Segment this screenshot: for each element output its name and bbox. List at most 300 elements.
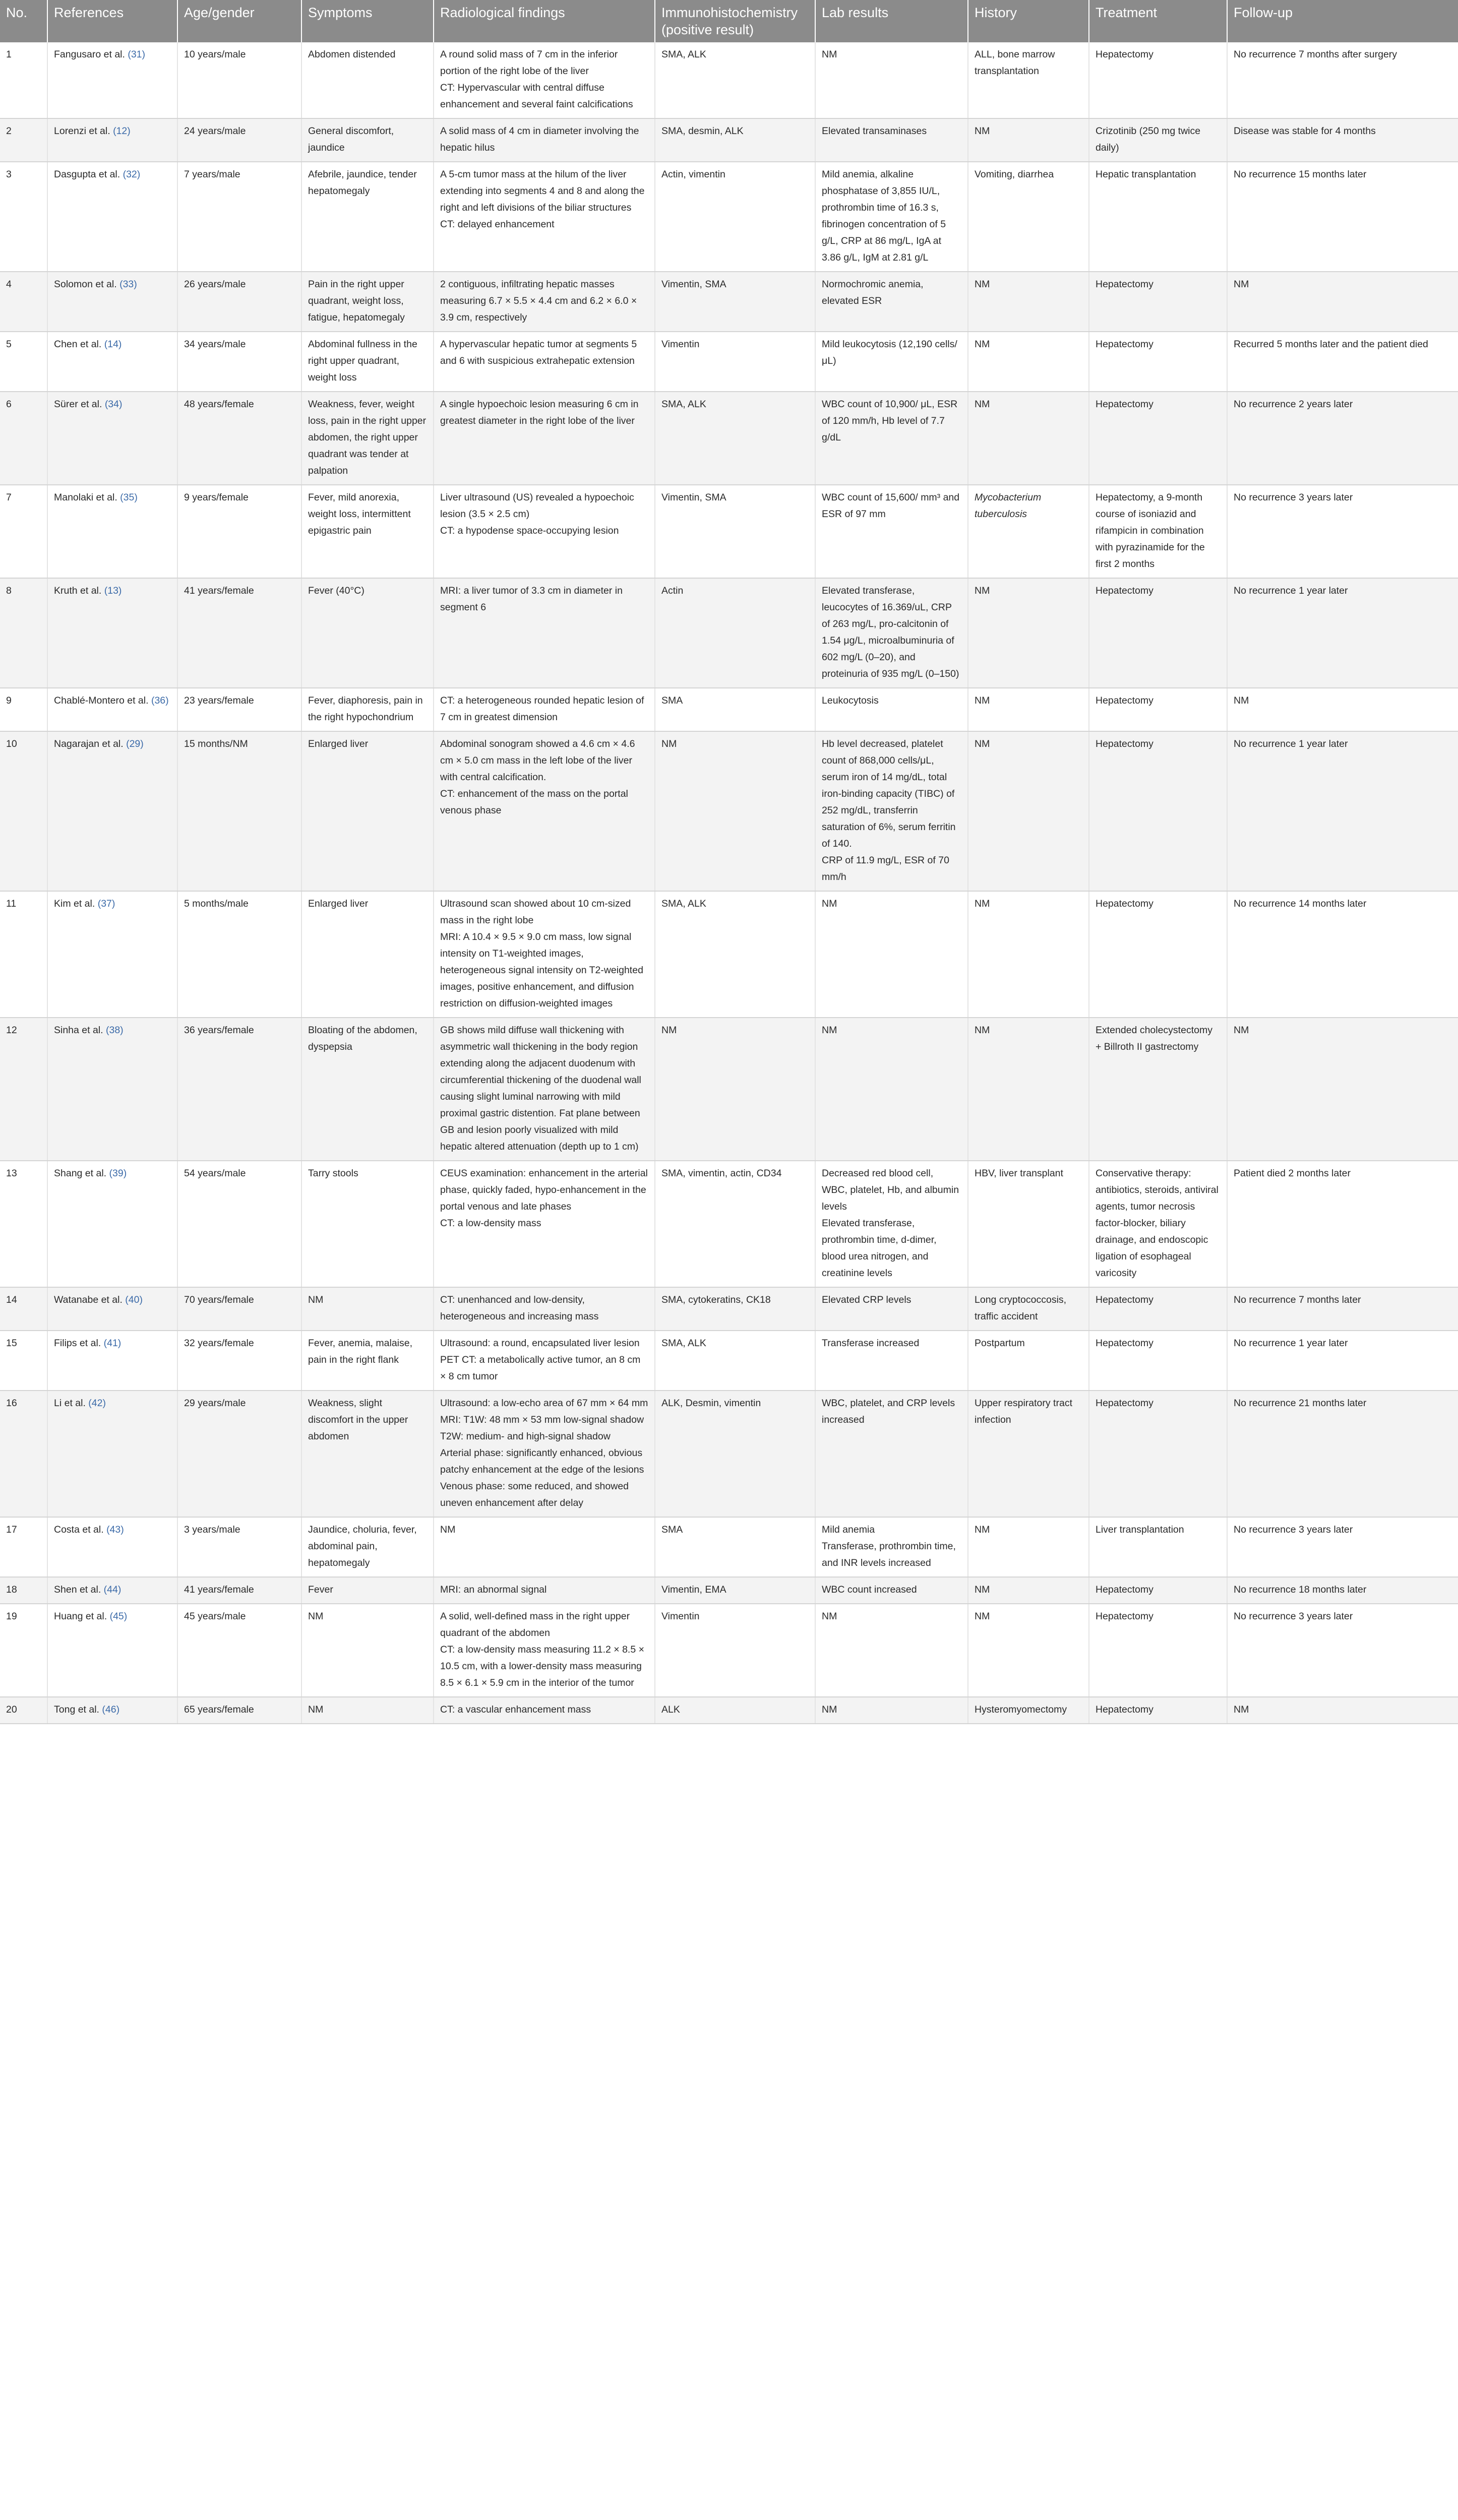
reference-author: Solomon et al. [54,279,117,290]
history-cell-text: Upper respiratory tract infection [975,1398,1072,1425]
symptoms-cell-text: Pain in the right upper quadrant, weight loss, fatigue, hepatomegaly [308,279,405,323]
table-row [0,891,1458,1018]
follow-up-cell [1227,688,1458,731]
treatment-cell [1089,42,1227,118]
history-cell-text: NM [975,1524,990,1535]
age-gender-cell-text: 36 years/female [184,1025,254,1036]
follow-up-cell-text: No recurrence 14 months later [1234,898,1367,909]
age-gender-cell-text: 29 years/male [184,1398,246,1409]
row-number [0,1287,47,1331]
ihc-cell [655,1161,815,1287]
reference-author: Li et al. [54,1398,86,1409]
radiological-cell-line: T2W: medium- and high-signal shadow [440,1431,611,1442]
table-row [0,118,1458,162]
reference-link[interactable]: (42) [88,1398,106,1409]
table-row [0,1391,1458,1517]
follow-up-cell-text: No recurrence 2 years later [1234,399,1353,410]
symptoms-cell [301,332,434,392]
radiological-cell [434,1604,655,1697]
symptoms-cell [301,731,434,891]
age-gender-cell [177,731,301,891]
reference-cell [47,731,177,891]
age-gender-cell-text: 5 months/male [184,898,249,909]
table-body [0,42,1458,1724]
row-number [0,1517,47,1577]
row-number-text: 7 [6,492,12,503]
age-gender-cell [177,162,301,272]
age-gender-cell-text: 34 years/male [184,339,246,350]
table-row [0,272,1458,332]
radiological-cell-line: Ultrasound: a low-echo area of 67 mm × 64 mm [440,1398,648,1409]
row-number [0,332,47,392]
symptoms-cell-text: Abdomen distended [308,49,396,60]
reference-cell [47,1161,177,1287]
ihc-cell-text: Vimentin, EMA [661,1584,726,1595]
age-gender-cell-text: 7 years/male [184,169,240,180]
history-cell [968,1517,1089,1577]
lab-results-cell-text: Transferase increased [822,1338,920,1349]
symptoms-cell [301,1391,434,1517]
radiological-cell-text: GB shows mild diffuse wall thickening with asymmetric wall thickening in the body region extending along the adjacent duodenum with circumferential thickening of the duodenal wall causing slight luminal narrowing with mild proximal gastric distention. Fat plane between GB and lesion poorly visualized with mild hepatic altered attenuation (depth up to 1 cm) [440,1025,641,1152]
radiological-cell [434,392,655,485]
reference-author: Manolaki et al. [54,492,117,503]
symptoms-cell [301,118,434,162]
reference-cell [47,1577,177,1604]
history-cell-text: Long cryptococcosis, traffic accident [975,1294,1067,1322]
table-row [0,1604,1458,1697]
reference-link[interactable]: (32) [123,169,141,180]
radiological-cell-line: Ultrasound scan showed about 10 cm-sized mass in the right lobe [440,898,631,926]
follow-up-cell-text: No recurrence 3 years later [1234,1524,1353,1535]
follow-up-cell [1227,578,1458,688]
treatment-cell [1089,1577,1227,1604]
symptoms-cell [301,688,434,731]
row-number-text: 15 [6,1338,17,1349]
lab-results-cell [815,731,968,891]
reference-link[interactable]: (13) [104,585,122,596]
lab-results-cell-text: WBC count of 15,600/ mm³ and ESR of 97 mm [822,492,960,520]
history-cell-text: Vomiting, diarrhea [975,169,1054,180]
lab-results-cell [815,272,968,332]
ihc-cell-text: SMA [661,695,683,706]
reference-cell [47,118,177,162]
follow-up-cell [1227,1391,1458,1517]
history-cell [968,891,1089,1018]
age-gender-cell-text: 45 years/male [184,1611,246,1622]
treatment-cell-text: Hepatectomy [1096,1398,1153,1409]
reference-link[interactable]: (34) [104,399,123,410]
follow-up-cell [1227,42,1458,118]
radiological-cell [434,1331,655,1391]
table-row [0,1161,1458,1287]
age-gender-cell [177,1604,301,1697]
radiological-cell-text: CT: unenhanced and low-density, heterogeneous and increasing mass [440,1294,599,1322]
ihc-cell-text: SMA, ALK [661,1338,706,1349]
follow-up-cell-text: NM [1234,279,1249,290]
column-header: Radiological findings [434,0,655,42]
ihc-cell [655,688,815,731]
follow-up-cell [1227,1697,1458,1724]
row-number-text: 2 [6,125,12,137]
symptoms-cell-text: Fever [308,1584,333,1595]
symptoms-cell [301,485,434,578]
treatment-cell [1089,1161,1227,1287]
treatment-cell [1089,578,1227,688]
history-cell [968,1604,1089,1697]
ihc-cell-text: Vimentin [661,1611,700,1622]
follow-up-cell-text: No recurrence 18 months later [1234,1584,1367,1595]
reference-link[interactable]: (14) [104,339,122,350]
symptoms-cell [301,1517,434,1577]
reference-cell [47,1604,177,1697]
ihc-cell [655,1604,815,1697]
age-gender-cell [177,891,301,1018]
symptoms-cell-text: Fever, anemia, malaise, pain in the right flank [308,1338,413,1365]
radiological-cell-line: CT: enhancement of the mass on the portal venous phase [440,788,628,816]
age-gender-cell-text: 32 years/female [184,1338,254,1349]
reference-cell [47,332,177,392]
row-number [0,891,47,1018]
history-cell-text: NM [975,279,990,290]
age-gender-cell [177,485,301,578]
row-number [0,1331,47,1391]
reference-link[interactable]: (37) [97,898,115,909]
reference-author: Tong et al. [54,1704,99,1715]
history-cell [968,1161,1089,1287]
history-cell [968,162,1089,272]
age-gender-cell-text: 41 years/female [184,585,254,596]
lab-results-cell-line: Hb level decreased, platelet count of 868,000 cells/μL, serum iron of 14 mg/dL, total iron-binding capacity (TIBC) of 252 mg/dL, transferrin saturation of 6%, serum ferritin of 140. [822,738,956,849]
ihc-cell [655,1331,815,1391]
symptoms-cell-text: Fever (40°C) [308,585,364,596]
follow-up-cell-text: No recurrence 15 months later [1234,169,1367,180]
lab-results-cell-line: Transferase, prothrombin time, and INR levels increased [822,1541,956,1568]
history-cell-text: ALL, bone marrow transplantation [975,49,1055,77]
ihc-cell-text: Vimentin, SMA [661,279,726,290]
row-number [0,731,47,891]
table-row [0,162,1458,272]
history-cell [968,578,1089,688]
follow-up-cell-text: NM [1234,695,1249,706]
treatment-cell [1089,1517,1227,1577]
table-row [0,688,1458,731]
age-gender-cell-text: 15 months/NM [184,738,248,749]
reference-cell [47,1287,177,1331]
treatment-cell-text: Hepatectomy [1096,1611,1153,1622]
radiological-cell-text: A solid mass of 4 cm in diameter involving the hepatic hilus [440,125,639,153]
row-number-text: 10 [6,738,17,749]
reference-link[interactable]: (35) [120,492,138,503]
radiological-cell [434,1391,655,1517]
lab-results-cell-text: NM [822,1611,837,1622]
history-cell-text: HBV, liver transplant [975,1168,1063,1179]
symptoms-cell [301,162,434,272]
radiological-cell-text: MRI: a liver tumor of 3.3 cm in diameter in segment 6 [440,585,623,613]
reference-author: Chen et al. [54,339,102,350]
ihc-cell-text: NM [661,1025,677,1036]
treatment-cell-text: Hepatectomy [1096,695,1153,706]
age-gender-cell-text: 70 years/female [184,1294,254,1305]
reference-cell [47,688,177,731]
radiological-cell-line: CT: a low-density mass measuring 11.2 × 8.5 × 10.5 cm, with a lower-density mass measuring 8.5 × 6.1 × 5.9 cm in the interior of the tumor [440,1644,644,1688]
lab-results-cell [815,1517,968,1577]
age-gender-cell [177,1577,301,1604]
radiological-cell-text: A hypervascular hepatic tumor at segments 5 and 6 with suspicious extrahepatic extension [440,339,637,366]
lab-results-cell [815,162,968,272]
reference-link[interactable]: (29) [126,738,144,749]
radiological-cell-line: Arterial phase: significantly enhanced, obvious patchy enhancement at the edge of the lesions [440,1447,644,1475]
treatment-cell-text: Hepatectomy [1096,1704,1153,1715]
reference-link[interactable]: (39) [109,1168,127,1179]
radiological-cell [434,1018,655,1161]
treatment-cell [1089,332,1227,392]
row-number-text: 1 [6,49,12,60]
ihc-cell [655,332,815,392]
treatment-cell [1089,731,1227,891]
follow-up-cell [1227,1018,1458,1161]
column-header: Age/gender [177,0,301,42]
radiological-cell-line: Venous phase: some reduced, and showed uneven enhancement after delay [440,1481,629,1508]
age-gender-cell-text: 10 years/male [184,49,246,60]
row-number-text: 5 [6,339,12,350]
age-gender-cell-text: 54 years/male [184,1168,246,1179]
symptoms-cell-text: NM [308,1611,324,1622]
row-number [0,485,47,578]
age-gender-cell [177,42,301,118]
treatment-cell-text: Hepatic transplantation [1096,169,1196,180]
row-number [0,1697,47,1724]
treatment-cell [1089,118,1227,162]
radiological-cell-line: A solid, well-defined mass in the right upper quadrant of the abdomen [440,1611,630,1639]
treatment-cell-text: Hepatectomy [1096,339,1153,350]
ihc-cell [655,578,815,688]
reference-link[interactable]: (38) [106,1025,124,1036]
lab-results-cell-line: Mild anemia [822,1524,875,1535]
follow-up-cell [1227,1577,1458,1604]
treatment-cell [1089,1604,1227,1697]
ihc-cell [655,162,815,272]
reference-cell [47,1331,177,1391]
reference-cell [47,1391,177,1517]
ihc-cell [655,118,815,162]
ihc-cell [655,1697,815,1724]
follow-up-cell-text: NM [1234,1704,1249,1715]
symptoms-cell [301,578,434,688]
symptoms-cell-text: Weakness, slight discomfort in the upper abdomen [308,1398,408,1442]
age-gender-cell [177,1391,301,1517]
ihc-cell-text: Vimentin, SMA [661,492,726,503]
radiological-cell-line: A round solid mass of 7 cm in the inferior portion of the right lobe of the liver [440,49,618,77]
history-cell-text: NM [975,695,990,706]
table-row [0,485,1458,578]
history-cell [968,42,1089,118]
row-number [0,118,47,162]
follow-up-cell [1227,1161,1458,1287]
table-row [0,1517,1458,1577]
reference-author: Costa et al. [54,1524,104,1535]
column-header: No. [0,0,47,42]
reference-link[interactable]: (31) [128,49,146,60]
history-cell-text: NM [975,1611,990,1622]
reference-link[interactable]: (44) [103,1584,122,1595]
history-cell-text: NM [975,898,990,909]
follow-up-cell-text: Patient died 2 months later [1234,1168,1351,1179]
ihc-cell-text: Vimentin [661,339,700,350]
row-number-text: 16 [6,1398,17,1409]
lab-results-cell-line: Elevated transferase, prothrombin time, d-dimer, blood urea nitrogen, and creatinine levels [822,1218,937,1279]
lab-results-cell [815,42,968,118]
follow-up-cell [1227,485,1458,578]
reference-cell [47,162,177,272]
age-gender-cell [177,1331,301,1391]
treatment-cell [1089,1287,1227,1331]
symptoms-cell-text: Jaundice, choluria, fever, abdominal pain, hepatomegaly [308,1524,417,1568]
follow-up-cell [1227,332,1458,392]
lab-results-cell-text: Leukocytosis [822,695,879,706]
ihc-cell [655,891,815,1018]
reference-author: Lorenzi et al. [54,125,110,137]
table-row [0,1697,1458,1724]
age-gender-cell-text: 41 years/female [184,1584,254,1595]
symptoms-cell-text: NM [308,1294,324,1305]
treatment-cell-text: Hepatectomy [1096,585,1153,596]
row-number-text: 6 [6,399,12,410]
table-row [0,1331,1458,1391]
treatment-cell [1089,1018,1227,1161]
reference-cell [47,1517,177,1577]
radiological-cell-text: MRI: an abnormal signal [440,1584,547,1595]
radiological-cell-line: Abdominal sonogram showed a 4.6 cm × 4.6 cm × 5.0 cm mass in the left lobe of the liver with central calcification. [440,738,635,783]
follow-up-cell [1227,1331,1458,1391]
lab-results-cell-line: CRP of 11.9 mg/L, ESR of 70 mm/h [822,855,949,883]
radiological-cell-line: CT: Hypervascular with central diffuse enhancement and several faint calcifications [440,82,633,110]
lab-results-cell [815,891,968,1018]
ihc-cell-text: SMA, cytokeratins, CK18 [661,1294,771,1305]
reference-link[interactable]: (40) [125,1294,143,1305]
reference-link[interactable]: (43) [106,1524,124,1535]
reference-link[interactable]: (33) [119,279,137,290]
ihc-cell-text: SMA, vimentin, actin, CD34 [661,1168,782,1179]
age-gender-cell [177,1697,301,1724]
treatment-cell-text: Hepatectomy [1096,1294,1153,1305]
treatment-cell-text: Hepatectomy [1096,49,1153,60]
age-gender-cell [177,578,301,688]
row-number-text: 20 [6,1704,17,1715]
lab-results-cell-text: WBC count of 10,900/ μL, ESR of 120 mm/h, Hb level of 7.7 g/dL [822,399,958,443]
reference-link[interactable]: (41) [103,1338,122,1349]
reference-cell [47,272,177,332]
reference-author: Shen et al. [54,1584,101,1595]
history-cell [968,1577,1089,1604]
symptoms-cell [301,1697,434,1724]
lab-results-cell-text: Elevated transferase, leucocytes of 16.369/uL, CRP of 263 mg/L, pro-calcitonin of 1.54 μg/L, microalbuminuria of 602 mg/L (0–20), and proteinuria of 935 mg/L (0–150) [822,585,959,679]
symptoms-cell [301,1331,434,1391]
follow-up-cell-text: No recurrence 1 year later [1234,738,1348,749]
lab-results-cell-text: Mild anemia, alkaline phosphatase of 3,855 IU/L, prothrombin time of 16.3 s, fibrinogen concentration of 5 g/L, CRP at 86 mg/L, IgA at 3.86 g/L, IgM at 2.81 g/L [822,169,946,263]
treatment-cell [1089,392,1227,485]
age-gender-cell-text: 9 years/female [184,492,249,503]
ihc-cell [655,272,815,332]
table-row [0,578,1458,688]
reference-author: Kim et al. [54,898,95,909]
history-cell-text: NM [975,125,990,137]
radiological-cell-line: CT: delayed enhancement [440,219,555,230]
row-number [0,42,47,118]
history-cell-text: NM [975,399,990,410]
reference-link[interactable]: (12) [113,125,131,137]
symptoms-cell [301,392,434,485]
radiological-cell [434,162,655,272]
reference-author: Nagarajan et al. [54,738,124,749]
reference-link[interactable]: (46) [102,1704,120,1715]
history-cell-text: Mycobacterium tuberculosis [975,492,1042,520]
reference-cell [47,392,177,485]
reference-author: Watanabe et al. [54,1294,123,1305]
radiological-cell [434,118,655,162]
lab-results-cell-text: WBC count increased [822,1584,917,1595]
ihc-cell [655,1391,815,1517]
age-gender-cell [177,1018,301,1161]
lab-results-cell [815,688,968,731]
symptoms-cell [301,891,434,1018]
treatment-cell-text: Hepatectomy [1096,898,1153,909]
row-number [0,272,47,332]
reference-author: Kruth et al. [54,585,102,596]
symptoms-cell-text: Tarry stools [308,1168,358,1179]
row-number [0,578,47,688]
history-cell-text: NM [975,585,990,596]
row-number [0,1391,47,1517]
radiological-cell-text: 2 contiguous, infiltrating hepatic masses measuring 6.7 × 5.5 × 4.4 cm and 6.2 × 6.0 × 3.9 cm, respectively [440,279,637,323]
symptoms-cell [301,1018,434,1161]
ihc-cell [655,392,815,485]
age-gender-cell [177,272,301,332]
reference-author: Sinha et al. [54,1025,103,1036]
radiological-cell-line: CEUS examination: enhancement in the arterial phase, quickly faded, hypo-enhancement in the portal venous and late phases [440,1168,648,1212]
treatment-cell [1089,1331,1227,1391]
lab-results-cell-text: Normochromic anemia, elevated ESR [822,279,924,306]
reference-link[interactable]: (45) [109,1611,128,1622]
table-row [0,1577,1458,1604]
radiological-cell [434,1287,655,1331]
lab-results-cell [815,1577,968,1604]
ihc-cell [655,731,815,891]
reference-author: Filips et al. [54,1338,101,1349]
symptoms-cell [301,42,434,118]
ihc-cell-text: Actin, vimentin [661,169,725,180]
column-header: Lab results [815,0,968,42]
reference-link[interactable]: (36) [151,695,169,706]
lab-results-cell-text: WBC, platelet, and CRP levels increased [822,1398,955,1425]
age-gender-cell-text: 3 years/male [184,1524,240,1535]
row-number [0,162,47,272]
radiological-cell [434,731,655,891]
treatment-cell-text: Hepatectomy, a 9-month course of isoniazid and rifampicin in combination with pyrazinamide for the first 2 months [1096,492,1205,570]
table-row [0,332,1458,392]
row-number-text: 8 [6,585,12,596]
symptoms-cell-text: Bloating of the abdomen, dyspepsia [308,1025,417,1052]
treatment-cell [1089,485,1227,578]
lab-results-cell [815,1018,968,1161]
treatment-cell [1089,272,1227,332]
radiological-cell-line: MRI: A 10.4 × 9.5 × 9.0 cm mass, low signal intensity on T1-weighted images, heterogeneous signal intensity on T2-weighted images, positive enhancement, and diffusion restriction on diffusion-weighted images [440,931,643,1009]
table-row [0,42,1458,118]
radiological-cell-line: Ultrasound: a round, encapsulated liver lesion [440,1338,640,1349]
column-header: History [968,0,1089,42]
lab-results-cell-text: NM [822,1704,837,1715]
lab-results-cell-text: Mild leukocytosis (12,190 cells/μL) [822,339,957,366]
radiological-cell [434,1517,655,1577]
